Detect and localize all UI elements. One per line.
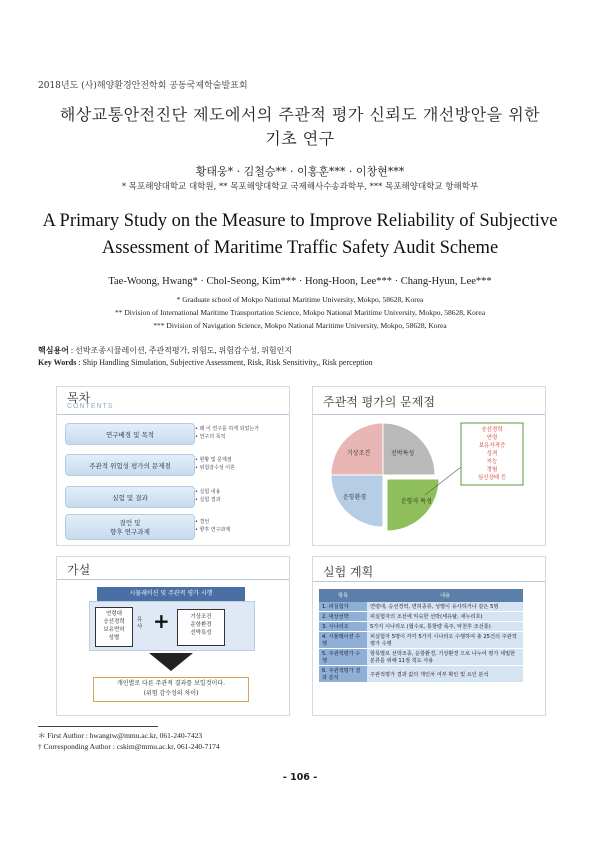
table-header-row [319, 589, 523, 602]
slide-contents [56, 386, 290, 546]
table-row [319, 612, 523, 622]
english-title-line-2: Assessment of Maritime Traffic Safety Audit Scheme [101, 238, 499, 258]
pie-label-weather: 기상조건 [347, 450, 371, 457]
factor-item: 심신상태 등 [477, 475, 507, 481]
environment-factors-box [177, 609, 225, 646]
pie-weather [331, 423, 383, 475]
english-keywords-text: : Ship Handling Simulation, Subjective Assessment, Risk, Risk Sensitivity,, Risk perception [76, 358, 373, 367]
toc-item-problems: 주관적 위험성 평가의 문제점 [65, 454, 195, 476]
table-cell: 2. 대상선박 [319, 612, 367, 622]
pie-environment [331, 475, 383, 527]
factor-item: 연령 [486, 435, 498, 441]
korean-title-line-1: 해상교통안전진단 제도에서의 주관적 평가 신뢰도 개선방안을 위한 [59, 105, 541, 124]
slide-plan-title: 실험 계획 [323, 565, 374, 579]
korean-title [0, 103, 600, 151]
factor-item: 지능 [486, 459, 498, 465]
footnote-corresponding-author: † Corresponding Author : cskim@mmu.ac.kr, 061-240-7174 [38, 742, 220, 751]
factor-item: 보유자격증 [478, 443, 506, 449]
slide-problems [312, 386, 546, 546]
english-affiliation-1: * Graduate school of Mokpo National Maritime University, Mokpo, 58628, Korea [176, 295, 424, 304]
footnote-first-author: ＊ First Author : hwangtw@mmu.ac.kr, 061-240-7423 [38, 731, 203, 740]
problem-diagram [313, 387, 545, 545]
pie-label-operator: 운항자 특성 [401, 498, 432, 505]
table-cell: 4. 시뮬레이션 수행 [319, 632, 367, 649]
korean-affiliations: * 목포해양대학교 대학원, ** 목포해양대학교 국제해사수송과학부, *** 목포해양대학교 항해학부 [121, 182, 479, 192]
toc-subitem: • 위험감수성 이론 [195, 465, 235, 471]
english-keywords-label: Key Words [38, 358, 77, 367]
person-factors-box [95, 607, 133, 647]
hypothesis-result-line-2: (위험 감수성의 차이) [143, 690, 199, 697]
similar-label: 유사 [137, 617, 143, 630]
english-keywords [38, 358, 373, 367]
toc-conclusion-line-2: 향후 연구과제 [110, 528, 150, 536]
table-row [319, 622, 523, 632]
factor-item: 성격 [486, 451, 498, 457]
table-cell: 항목별로 선박조종, 운항환경, 기상환경 으로 나누어 평가 세밀한 분류를 위해 11점 척도 사용 [367, 649, 523, 666]
toc-subitems-experiment [195, 488, 290, 504]
table-cell: 피실험자의 조선에 익숙한 선박(세유탈, 새누리호) [367, 612, 523, 622]
environment-factor: 선박특성 [190, 630, 212, 636]
table-row [319, 602, 523, 612]
person-factor: 보유면허 [103, 627, 125, 633]
korean-keywords [38, 345, 292, 356]
hypothesis-result-line-1: 개인별로 다른 주관적 결과를 보일것이다. [116, 680, 226, 687]
conference-header: 2018년도 (사)해양환경안전학회 공동국제학술발표회 [38, 81, 248, 91]
english-affiliation-2: ** Division of International Maritime Transportation Science, Mokpo National Maritime University, Mokpo, 58628, Korea [114, 308, 486, 317]
slide-hypothesis-title: 가설 [67, 563, 91, 577]
toc-subitems-conclusion [195, 518, 290, 534]
english-title [0, 208, 600, 262]
table-cell: 5. 주관적평가 수행 [319, 649, 367, 666]
arrow-down-icon [149, 653, 193, 671]
factor-item: 경험 [486, 467, 498, 473]
table-cell: 연령대, 승선경력, 면허종류, 성별이 유사하거나 같은 5명 [367, 602, 523, 612]
table-header: 항목 [319, 589, 367, 602]
environment-factor: 운항환경 [190, 622, 212, 628]
slide-contents-title: 목차 [67, 391, 91, 405]
toc-conclusion-line-1: 결언 및 [119, 519, 141, 527]
page-number: - 106 - [282, 772, 318, 783]
factor-item: 승선경력 [481, 427, 503, 433]
hypothesis-banner: 시뮬레이션 및 주관적 평가 시행 [97, 587, 245, 601]
person-factor: 승선경력 [103, 619, 125, 625]
table-cell: 3. 시나리오 [319, 622, 367, 632]
slide-hypothesis [56, 556, 290, 716]
korean-keywords-label: 핵심용어 [38, 346, 69, 355]
slide-rule [57, 414, 289, 415]
slide-rule [57, 579, 289, 580]
slide-problems-title: 주관적 평가의 문제점 [323, 395, 435, 409]
toc-subitem: • 실험 결과 [195, 497, 221, 503]
hypothesis-result-box [93, 677, 249, 702]
slide-rule [313, 581, 545, 582]
toc-item-conclusion [65, 514, 195, 540]
table-cell: 6. 주관적평가 결과 분석 [319, 666, 367, 683]
slide-contents-subtitle: CONTENTS [67, 403, 114, 410]
pie-label-ship: 선박특성 [391, 450, 415, 457]
footnote-rule [38, 726, 158, 727]
pie-label-environment: 운항환경 [343, 494, 367, 501]
toc-subitems-problems [195, 456, 290, 472]
table-cell: 5가지 시나리오 (협수로, 통항량 폭주, 악천후 조선통) [367, 622, 523, 632]
korean-title-line-2: 기초 연구 [265, 129, 335, 148]
korean-keywords-text: : 선박조종시뮬레이션, 주관적평가, 위험도, 위험감수성, 위험인지 [68, 346, 293, 355]
table-header: 내용 [367, 589, 523, 602]
korean-authors: 황태웅* · 김철승** · 이홍훈*** · 이창현*** [195, 165, 405, 178]
table-cell: 주관적평가 결과 값의 개인차 여부 확인 및 요인 분석 [367, 666, 523, 683]
plus-icon: + [153, 609, 170, 633]
toc-subitem: • 향후 연구과제 [195, 527, 231, 533]
toc-subitem: • 현황 및 문제점 [195, 457, 232, 463]
english-affiliation-3: *** Division of Navigation Science, Mokpo National Maritime University, Mokpo, 58628, Korea [153, 321, 447, 330]
english-authors: Tae-Woong, Hwang* · Chol-Seong, Kim*** · Hong-Hoon, Lee*** · Chang-Hyun, Lee*** [108, 276, 492, 287]
person-factor: 성별 [108, 635, 120, 641]
pie-operator [387, 479, 439, 531]
table-row [319, 666, 523, 683]
table-row [319, 632, 523, 649]
person-factor: 연령대 [106, 611, 122, 617]
english-title-line-1: A Primary Study on the Measure to Improve Reliability of Subjective [42, 211, 558, 231]
toc-subitems-background [195, 425, 290, 441]
slide-experiment-plan [312, 556, 546, 716]
table-row [319, 649, 523, 666]
toc-item-background: 연구배경 및 목적 [65, 423, 195, 445]
toc-item-experiment: 실험 및 결과 [65, 486, 195, 508]
toc-subitem: • 결언 [195, 519, 210, 525]
toc-subitem: • 연구의 목적 [195, 434, 226, 440]
table-cell: 1. 피실험자 [319, 602, 367, 612]
environment-factor: 기상조건 [190, 614, 212, 620]
table-cell: 피실험자 5명이 각각 5가지 시나리오 수행하여 총 25건의 주관적 평가 수행 [367, 632, 523, 649]
toc-subitem: • 왜 이 연구를 하게 되었는가 [195, 426, 260, 432]
toc-subitem: • 실험 내용 [195, 489, 221, 495]
pie-ship [383, 423, 435, 475]
experiment-plan-table [319, 589, 523, 683]
